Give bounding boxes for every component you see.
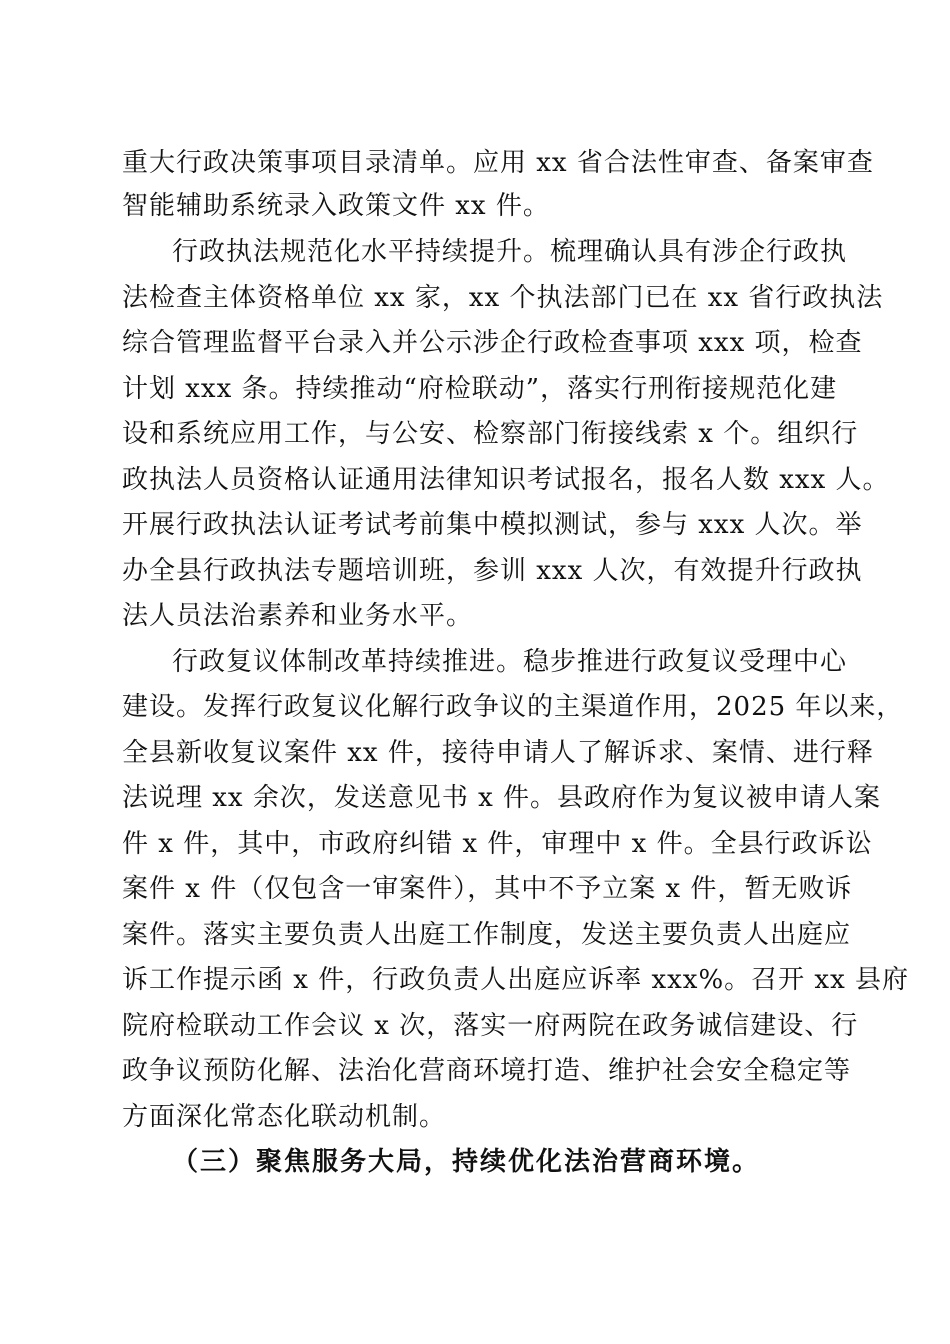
text-line: 法说理 xx 余次，发送意见书 x 件。县政府作为复议被申请人案 (122, 783, 882, 813)
text-line: 案件 x 件（仅包含一审案件），其中不予立案 x 件，暂无败诉 (122, 874, 853, 904)
text-line: 政争议预防化解、法治化营商环境打造、维护社会安全稳定等 (122, 1056, 852, 1086)
text-line: 院府检联动工作会议 x 次，落实一府两院在政务诚信建设、行 (122, 1011, 859, 1041)
text-line: 政执法人员资格认证通用法律知识考试报名，报名人数 xxx 人。 (122, 465, 890, 495)
text-line: 诉工作提示函 x 件，行政负责人出庭应诉率 xxx%。召开 xx 县府 (122, 965, 910, 995)
text-line: 法人员法治素养和业务水平。 (122, 601, 474, 631)
section-heading: （三）聚焦服务大局，持续优化法治营商环境。 (172, 1147, 761, 1177)
text-line: 办全县行政执法专题培训班，参训 xxx 人次，有效提升行政执 (122, 556, 863, 586)
text-line: 智能辅助系统录入政策文件 xx 件。 (122, 191, 550, 221)
text-line: 综合管理监督平台录入并公示涉企行政检查事项 xxx 项，检查 (122, 328, 863, 358)
text-line: 方面深化常态化联动机制。 (122, 1102, 447, 1132)
text-line: 案件。落实主要负责人出庭工作制度，发送主要负责人出庭应 (122, 920, 852, 950)
text-line: 全县新收复议案件 xx 件，接待申请人了解诉求、案情、进行释 (122, 738, 874, 768)
text-line: 开展行政执法认证考试考前集中模拟测试，参与 xxx 人次。举 (122, 510, 863, 540)
text-line: 重大行政决策事项目录清单。应用 xx 省合法性审查、备案审查 (122, 148, 874, 178)
paragraph-first-line: 行政执法规范化水平持续提升。梳理确认具有涉企行政执 (172, 237, 848, 267)
text-line: 件 x 件，其中，市政府纠错 x 件，审理中 x 件。全县行政诉讼 (122, 829, 873, 859)
paragraph-first-line: 行政复议体制改革持续推进。稳步推进行政复议受理中心 (172, 647, 848, 677)
text-line: 建设。发挥行政复议化解行政争议的主渠道作用，2025 年以来， (122, 692, 904, 722)
text-line: 设和系统应用工作，与公安、检察部门衔接线索 x 个。组织行 (122, 419, 859, 449)
text-line: 法检查主体资格单位 xx 家，xx 个执法部门已在 xx 省行政执法 (122, 283, 884, 313)
text-line: 计划 xxx 条。持续推动“府检联动”，落实行刑衔接规范化建 (122, 374, 838, 404)
